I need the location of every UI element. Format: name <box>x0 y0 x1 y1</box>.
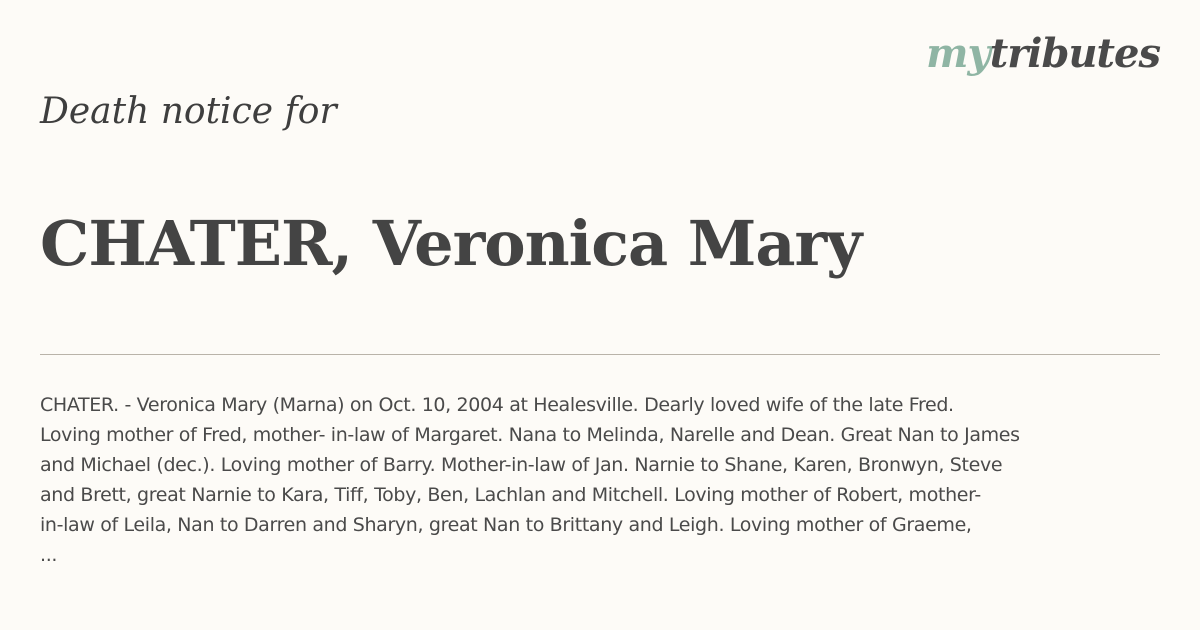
mytributes-logo[interactable] <box>926 30 1160 77</box>
notice-line: and Michael (dec.). Loving mother of Barry. Mother-in-law of Jan. Narnie to Shane, Karen, Bronwyn, Steve <box>40 454 1003 476</box>
divider-line <box>40 354 1160 355</box>
notice-line: and Brett, great Narnie to Kara, Tiff, Toby, Ben, Lachlan and Mitchell. Loving mother of Robert, mother- <box>40 484 981 506</box>
notice-line: in-law of Leila, Nan to Darren and Sharyn, great Nan to Brittany and Leigh. Loving mother of Graeme, <box>40 514 972 536</box>
notice-ellipsis: ... <box>40 544 58 566</box>
notice-text <box>40 390 1160 570</box>
logo-my-text: my <box>926 30 990 77</box>
notice-line: Loving mother of Fred, mother- in-law of Margaret. Nana to Melinda, Narelle and Dean. Great Nan to James <box>40 424 1020 446</box>
death-notice-kicker: Death notice for <box>40 91 337 132</box>
notice-line: CHATER. - Veronica Mary (Marna) on Oct. 10, 2004 at Healesville. Dearly loved wife of the late Fred. <box>40 394 954 416</box>
deceased-name-title: CHATER, Veronica Mary <box>40 207 862 280</box>
logo-tributes-text: tributes <box>989 30 1160 77</box>
